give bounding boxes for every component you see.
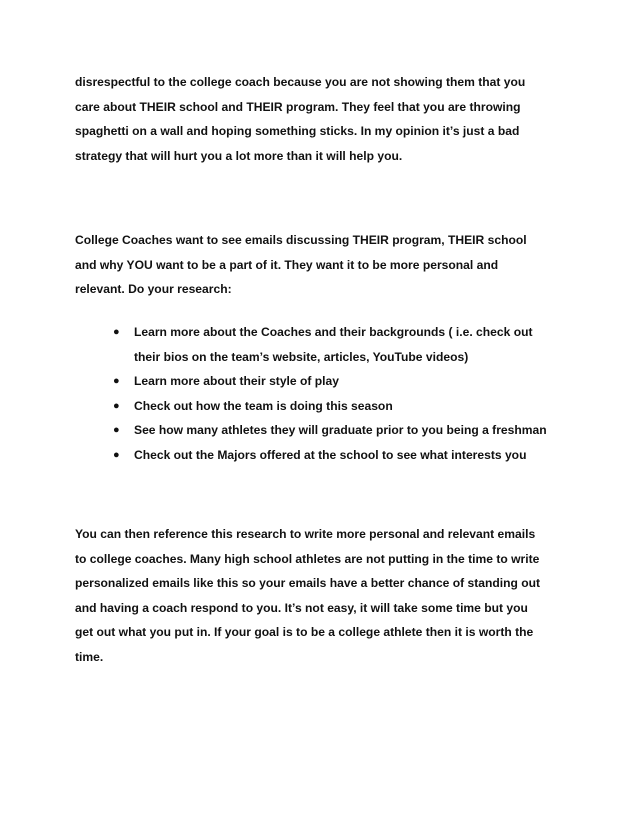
bullet-item-coaches-backgrounds	[0, 320, 604, 369]
paragraph-line: to college coaches. Many high school athletes are not putting in the time to write	[75, 551, 540, 566]
paragraph-line: relevant. Do your research:	[75, 282, 232, 297]
paragraph-line: spaghetti on a wall and hoping something sticks. In my opinion it’s just a bad	[75, 124, 520, 139]
bullet-dot-icon: ●	[113, 448, 120, 461]
paragraph-reference-research	[75, 522, 575, 670]
paragraph-line: College Coaches want to see emails discussing THEIR program, THEIR school	[75, 233, 527, 247]
bullet-line: Learn more about their style of play	[134, 374, 339, 389]
bullet-item-majors-offered	[0, 443, 604, 468]
paragraph-disrespectful	[75, 70, 575, 168]
bullet-dot-icon: ●	[113, 424, 120, 437]
bullet-line: See how many athletes they will graduate prior to you being a freshman	[134, 423, 547, 438]
bullet-item-graduating-athletes	[0, 418, 604, 443]
paragraph-line: get out what you put in. If your goal is to be a college athlete then it is worth the	[75, 625, 534, 640]
bullet-line: their bios on the team’s website, articles, YouTube videos)	[134, 349, 469, 364]
paragraph-line: disrespectful to the college coach because you are not showing them that you	[75, 75, 526, 89]
paragraph-line: strategy that will hurt you a lot more than it will help you.	[75, 148, 403, 163]
bullet-line: Check out how the team is doing this season	[134, 398, 393, 413]
paragraph-college-coaches	[75, 228, 575, 302]
bullet-item-style-of-play	[0, 369, 604, 394]
bullet-line: Check out the Majors offered at the school to see what interests you	[134, 447, 527, 462]
paragraph-line: personalized emails like this so your emails have a better chance of standing out	[75, 576, 541, 591]
bullet-item-team-season	[0, 394, 604, 419]
bullet-dot-icon: ●	[113, 375, 120, 388]
research-bullet-list	[0, 320, 604, 468]
bullet-line: Learn more about the Coaches and their backgrounds ( i.e. check out	[134, 325, 533, 339]
bullet-dot-icon: ●	[113, 326, 120, 338]
paragraph-line: care about THEIR school and THEIR program. They feel that you are throwing	[75, 99, 521, 114]
bullet-dot-icon: ●	[113, 399, 120, 412]
paragraph-line: and why YOU want to be a part of it. They want it to be more personal and	[75, 257, 499, 272]
paragraph-line: You can then reference this research to write more personal and relevant emails	[75, 527, 536, 541]
paragraph-line: and having a coach respond to you. It’s not easy, it will take some time but you	[75, 600, 528, 615]
paragraph-line: time.	[75, 649, 104, 664]
